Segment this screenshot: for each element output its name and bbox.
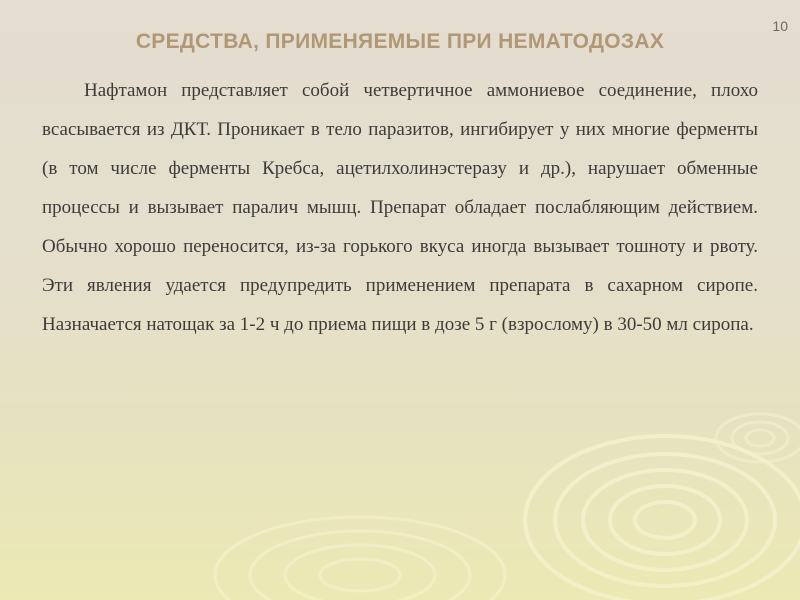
slide-number: 10 xyxy=(772,18,788,34)
slide-title: СРЕДСТВА, ПРИМЕНЯЕМЫЕ ПРИ НЕМАТОДОЗАХ xyxy=(135,30,665,53)
slide-body-text: Нафтамон представляет собой четвертичное аммониевое соединение, плохо всасывается из ДКТ. Проникает в тело паразитов, ингибирует у них многие ферменты (в том числе ферменты Кребса, ацетилхолинэстеразу и др.), нарушает обменные процессы и вызывает паралич мышц. Препарат обладает послабляющим действием. Обычно хорошо переносится, из-за горького вкуса иногда вызывает тошноту и рвоту. Эти явления удается предупредить применением препарата в сахарном сиропе. Назначается натощак за 1-2 ч до приема пищи в дозе 5 г (взрослому) в 30-50 мл сиропа. xyxy=(42,80,758,335)
